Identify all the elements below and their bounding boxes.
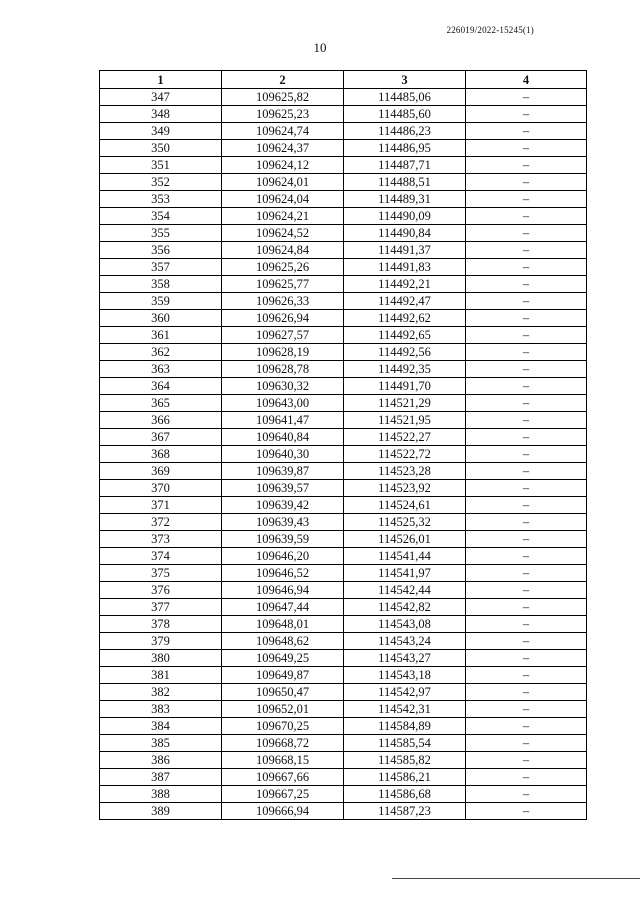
- table-row: [100, 514, 587, 531]
- table-cell: 376: [100, 582, 222, 599]
- table-cell: 357: [100, 259, 222, 276]
- table-cell: 109624,04: [222, 191, 344, 208]
- table-row: [100, 361, 587, 378]
- table-cell: 109628,19: [222, 344, 344, 361]
- table-cell: 109624,84: [222, 242, 344, 259]
- table-cell: 351: [100, 157, 222, 174]
- table-cell: 109624,37: [222, 140, 344, 157]
- table-row: [100, 412, 587, 429]
- table-cell: 114524,61: [344, 497, 466, 514]
- table-cell: –: [466, 157, 587, 174]
- table-cell: –: [466, 735, 587, 752]
- table-row: [100, 548, 587, 565]
- table-cell: –: [466, 140, 587, 157]
- table-cell: 358: [100, 276, 222, 293]
- table-cell: –: [466, 582, 587, 599]
- table-cell: 114541,97: [344, 565, 466, 582]
- table-cell: 363: [100, 361, 222, 378]
- table-cell: 365: [100, 395, 222, 412]
- table-cell: 114491,37: [344, 242, 466, 259]
- table-cell: –: [466, 191, 587, 208]
- table-cell: 114485,06: [344, 89, 466, 106]
- table-cell: 356: [100, 242, 222, 259]
- table-cell: 109625,26: [222, 259, 344, 276]
- table-cell: 114542,44: [344, 582, 466, 599]
- table-row: [100, 293, 587, 310]
- table-cell: –: [466, 259, 587, 276]
- table-cell: 114492,35: [344, 361, 466, 378]
- table-cell: 114487,71: [344, 157, 466, 174]
- table-cell: 114586,68: [344, 786, 466, 803]
- table-row: [100, 327, 587, 344]
- table-cell: –: [466, 293, 587, 310]
- table-cell: –: [466, 548, 587, 565]
- table-cell: –: [466, 89, 587, 106]
- table-row: [100, 344, 587, 361]
- table-cell: 109640,84: [222, 429, 344, 446]
- column-header: 2: [222, 71, 344, 89]
- table-cell: 114543,24: [344, 633, 466, 650]
- table-cell: 109639,59: [222, 531, 344, 548]
- table-cell: –: [466, 242, 587, 259]
- table-cell: 387: [100, 769, 222, 786]
- table-cell: 372: [100, 514, 222, 531]
- table-cell: 114585,82: [344, 752, 466, 769]
- table-cell: 114522,27: [344, 429, 466, 446]
- table-cell: 109627,57: [222, 327, 344, 344]
- document-id: 226019/2022-15245(1): [446, 25, 534, 35]
- table-cell: 114492,65: [344, 327, 466, 344]
- table-cell: 109648,01: [222, 616, 344, 633]
- table-cell: 369: [100, 463, 222, 480]
- table-cell: 109626,94: [222, 310, 344, 327]
- table-row: [100, 378, 587, 395]
- table-cell: 109626,33: [222, 293, 344, 310]
- table-cell: –: [466, 497, 587, 514]
- table-row: [100, 769, 587, 786]
- table-cell: 109667,66: [222, 769, 344, 786]
- table-cell: 109640,30: [222, 446, 344, 463]
- table-cell: –: [466, 276, 587, 293]
- table-cell: 109668,72: [222, 735, 344, 752]
- coordinates-table: [99, 70, 587, 820]
- table-cell: 378: [100, 616, 222, 633]
- table-row: [100, 242, 587, 259]
- table-cell: 385: [100, 735, 222, 752]
- table-cell: 114492,56: [344, 344, 466, 361]
- table-cell: 114586,21: [344, 769, 466, 786]
- table-cell: 114521,95: [344, 412, 466, 429]
- table-cell: 114526,01: [344, 531, 466, 548]
- table-row: [100, 786, 587, 803]
- table-row: [100, 633, 587, 650]
- column-header: 4: [466, 71, 587, 89]
- table-cell: –: [466, 106, 587, 123]
- table-cell: –: [466, 786, 587, 803]
- table-row: [100, 531, 587, 548]
- table-cell: 374: [100, 548, 222, 565]
- table-cell: 109639,57: [222, 480, 344, 497]
- table-cell: 109625,23: [222, 106, 344, 123]
- table-cell: 388: [100, 786, 222, 803]
- table-cell: 352: [100, 174, 222, 191]
- table-row: [100, 650, 587, 667]
- table-cell: 362: [100, 344, 222, 361]
- table-row: [100, 735, 587, 752]
- table-cell: 109648,62: [222, 633, 344, 650]
- table-cell: 366: [100, 412, 222, 429]
- table-row: [100, 395, 587, 412]
- table-cell: 375: [100, 565, 222, 582]
- table-cell: 349: [100, 123, 222, 140]
- table-cell: 109625,82: [222, 89, 344, 106]
- column-header: 3: [344, 71, 466, 89]
- table-cell: 114523,92: [344, 480, 466, 497]
- table-header-row: [100, 71, 587, 89]
- table-cell: 109639,42: [222, 497, 344, 514]
- table-cell: 109670,25: [222, 718, 344, 735]
- table-cell: 373: [100, 531, 222, 548]
- table-row: [100, 208, 587, 225]
- table-cell: 360: [100, 310, 222, 327]
- table-cell: 109625,77: [222, 276, 344, 293]
- table-cell: 109643,00: [222, 395, 344, 412]
- table-row: [100, 276, 587, 293]
- table-cell: 109646,94: [222, 582, 344, 599]
- table-row: [100, 174, 587, 191]
- table-cell: –: [466, 633, 587, 650]
- table-cell: –: [466, 310, 587, 327]
- table-cell: –: [466, 123, 587, 140]
- table-row: [100, 259, 587, 276]
- table-cell: 109639,87: [222, 463, 344, 480]
- table-cell: 109624,21: [222, 208, 344, 225]
- table-cell: 350: [100, 140, 222, 157]
- table-cell: 377: [100, 599, 222, 616]
- table-cell: –: [466, 531, 587, 548]
- table-row: [100, 191, 587, 208]
- table-cell: –: [466, 752, 587, 769]
- table-body: [100, 89, 587, 820]
- table-row: [100, 446, 587, 463]
- table-row: [100, 599, 587, 616]
- table-cell: –: [466, 701, 587, 718]
- table-cell: 114521,29: [344, 395, 466, 412]
- table-cell: 109641,47: [222, 412, 344, 429]
- table-row: [100, 752, 587, 769]
- table-cell: –: [466, 599, 587, 616]
- table-cell: 109628,78: [222, 361, 344, 378]
- table-cell: 109649,87: [222, 667, 344, 684]
- table-cell: 109667,25: [222, 786, 344, 803]
- table-cell: 353: [100, 191, 222, 208]
- table-cell: 114525,32: [344, 514, 466, 531]
- table-cell: 114585,54: [344, 735, 466, 752]
- table-cell: –: [466, 327, 587, 344]
- table-cell: 114584,89: [344, 718, 466, 735]
- table-cell: –: [466, 480, 587, 497]
- table-cell: –: [466, 463, 587, 480]
- table-cell: 381: [100, 667, 222, 684]
- table-cell: 379: [100, 633, 222, 650]
- table-cell: 359: [100, 293, 222, 310]
- table-cell: –: [466, 208, 587, 225]
- table-cell: 370: [100, 480, 222, 497]
- table-cell: 367: [100, 429, 222, 446]
- table-cell: 347: [100, 89, 222, 106]
- table-cell: 114486,23: [344, 123, 466, 140]
- table-cell: 114543,27: [344, 650, 466, 667]
- table-row: [100, 310, 587, 327]
- table-cell: 114491,70: [344, 378, 466, 395]
- table-row: [100, 123, 587, 140]
- table-row: [100, 616, 587, 633]
- table-cell: –: [466, 769, 587, 786]
- table-cell: 364: [100, 378, 222, 395]
- table-row: [100, 89, 587, 106]
- table-cell: –: [466, 616, 587, 633]
- table-row: [100, 157, 587, 174]
- table-cell: 114488,51: [344, 174, 466, 191]
- table-cell: 114490,09: [344, 208, 466, 225]
- table-cell: –: [466, 718, 587, 735]
- table-cell: 384: [100, 718, 222, 735]
- table-cell: 383: [100, 701, 222, 718]
- table-cell: 109630,32: [222, 378, 344, 395]
- table-cell: 355: [100, 225, 222, 242]
- table-cell: 348: [100, 106, 222, 123]
- table-cell: 114543,08: [344, 616, 466, 633]
- table-cell: 114543,18: [344, 667, 466, 684]
- table-cell: 109624,01: [222, 174, 344, 191]
- column-header: 1: [100, 71, 222, 89]
- table-cell: –: [466, 344, 587, 361]
- table-row: [100, 582, 587, 599]
- table-cell: 114541,44: [344, 548, 466, 565]
- table-row: [100, 718, 587, 735]
- table-cell: –: [466, 378, 587, 395]
- table-cell: 114587,23: [344, 803, 466, 820]
- table-cell: 109647,44: [222, 599, 344, 616]
- bottom-rule: [392, 878, 640, 879]
- table-cell: 114522,72: [344, 446, 466, 463]
- table-cell: –: [466, 684, 587, 701]
- table-row: [100, 225, 587, 242]
- table-cell: 386: [100, 752, 222, 769]
- table-cell: –: [466, 395, 587, 412]
- table-cell: 114492,47: [344, 293, 466, 310]
- table-cell: 114491,83: [344, 259, 466, 276]
- table-cell: 354: [100, 208, 222, 225]
- table-cell: 114542,97: [344, 684, 466, 701]
- table-row: [100, 106, 587, 123]
- page-number: 10: [313, 40, 327, 55]
- table-cell: 109646,52: [222, 565, 344, 582]
- table-cell: 114492,21: [344, 276, 466, 293]
- table-cell: 114490,84: [344, 225, 466, 242]
- table-cell: 109624,52: [222, 225, 344, 242]
- table-cell: –: [466, 429, 587, 446]
- table-cell: 368: [100, 446, 222, 463]
- table-row: [100, 667, 587, 684]
- table-row: [100, 429, 587, 446]
- table-cell: 109666,94: [222, 803, 344, 820]
- table-cell: 114492,62: [344, 310, 466, 327]
- table-cell: 114486,95: [344, 140, 466, 157]
- table-cell: –: [466, 174, 587, 191]
- table-cell: 109624,12: [222, 157, 344, 174]
- table-cell: –: [466, 565, 587, 582]
- table-row: [100, 803, 587, 820]
- table-row: [100, 463, 587, 480]
- table-cell: 380: [100, 650, 222, 667]
- table-cell: 361: [100, 327, 222, 344]
- table-cell: –: [466, 225, 587, 242]
- table-cell: 109650,47: [222, 684, 344, 701]
- table-cell: –: [466, 514, 587, 531]
- table-cell: 371: [100, 497, 222, 514]
- table-cell: 109646,20: [222, 548, 344, 565]
- table-row: [100, 701, 587, 718]
- table-row: [100, 480, 587, 497]
- table-row: [100, 497, 587, 514]
- table-cell: 389: [100, 803, 222, 820]
- table-cell: 114485,60: [344, 106, 466, 123]
- table-row: [100, 140, 587, 157]
- table-cell: 109624,74: [222, 123, 344, 140]
- table-cell: 114489,31: [344, 191, 466, 208]
- table-cell: –: [466, 803, 587, 820]
- table-cell: 109649,25: [222, 650, 344, 667]
- table-cell: –: [466, 650, 587, 667]
- table-cell: 109652,01: [222, 701, 344, 718]
- table-cell: 382: [100, 684, 222, 701]
- table-cell: –: [466, 446, 587, 463]
- table-row: [100, 565, 587, 582]
- table-cell: –: [466, 361, 587, 378]
- table-cell: –: [466, 667, 587, 684]
- table-cell: 114523,28: [344, 463, 466, 480]
- table-cell: 109668,15: [222, 752, 344, 769]
- table-cell: 109639,43: [222, 514, 344, 531]
- table-row: [100, 684, 587, 701]
- table-cell: 114542,82: [344, 599, 466, 616]
- table-cell: –: [466, 412, 587, 429]
- table-cell: 114542,31: [344, 701, 466, 718]
